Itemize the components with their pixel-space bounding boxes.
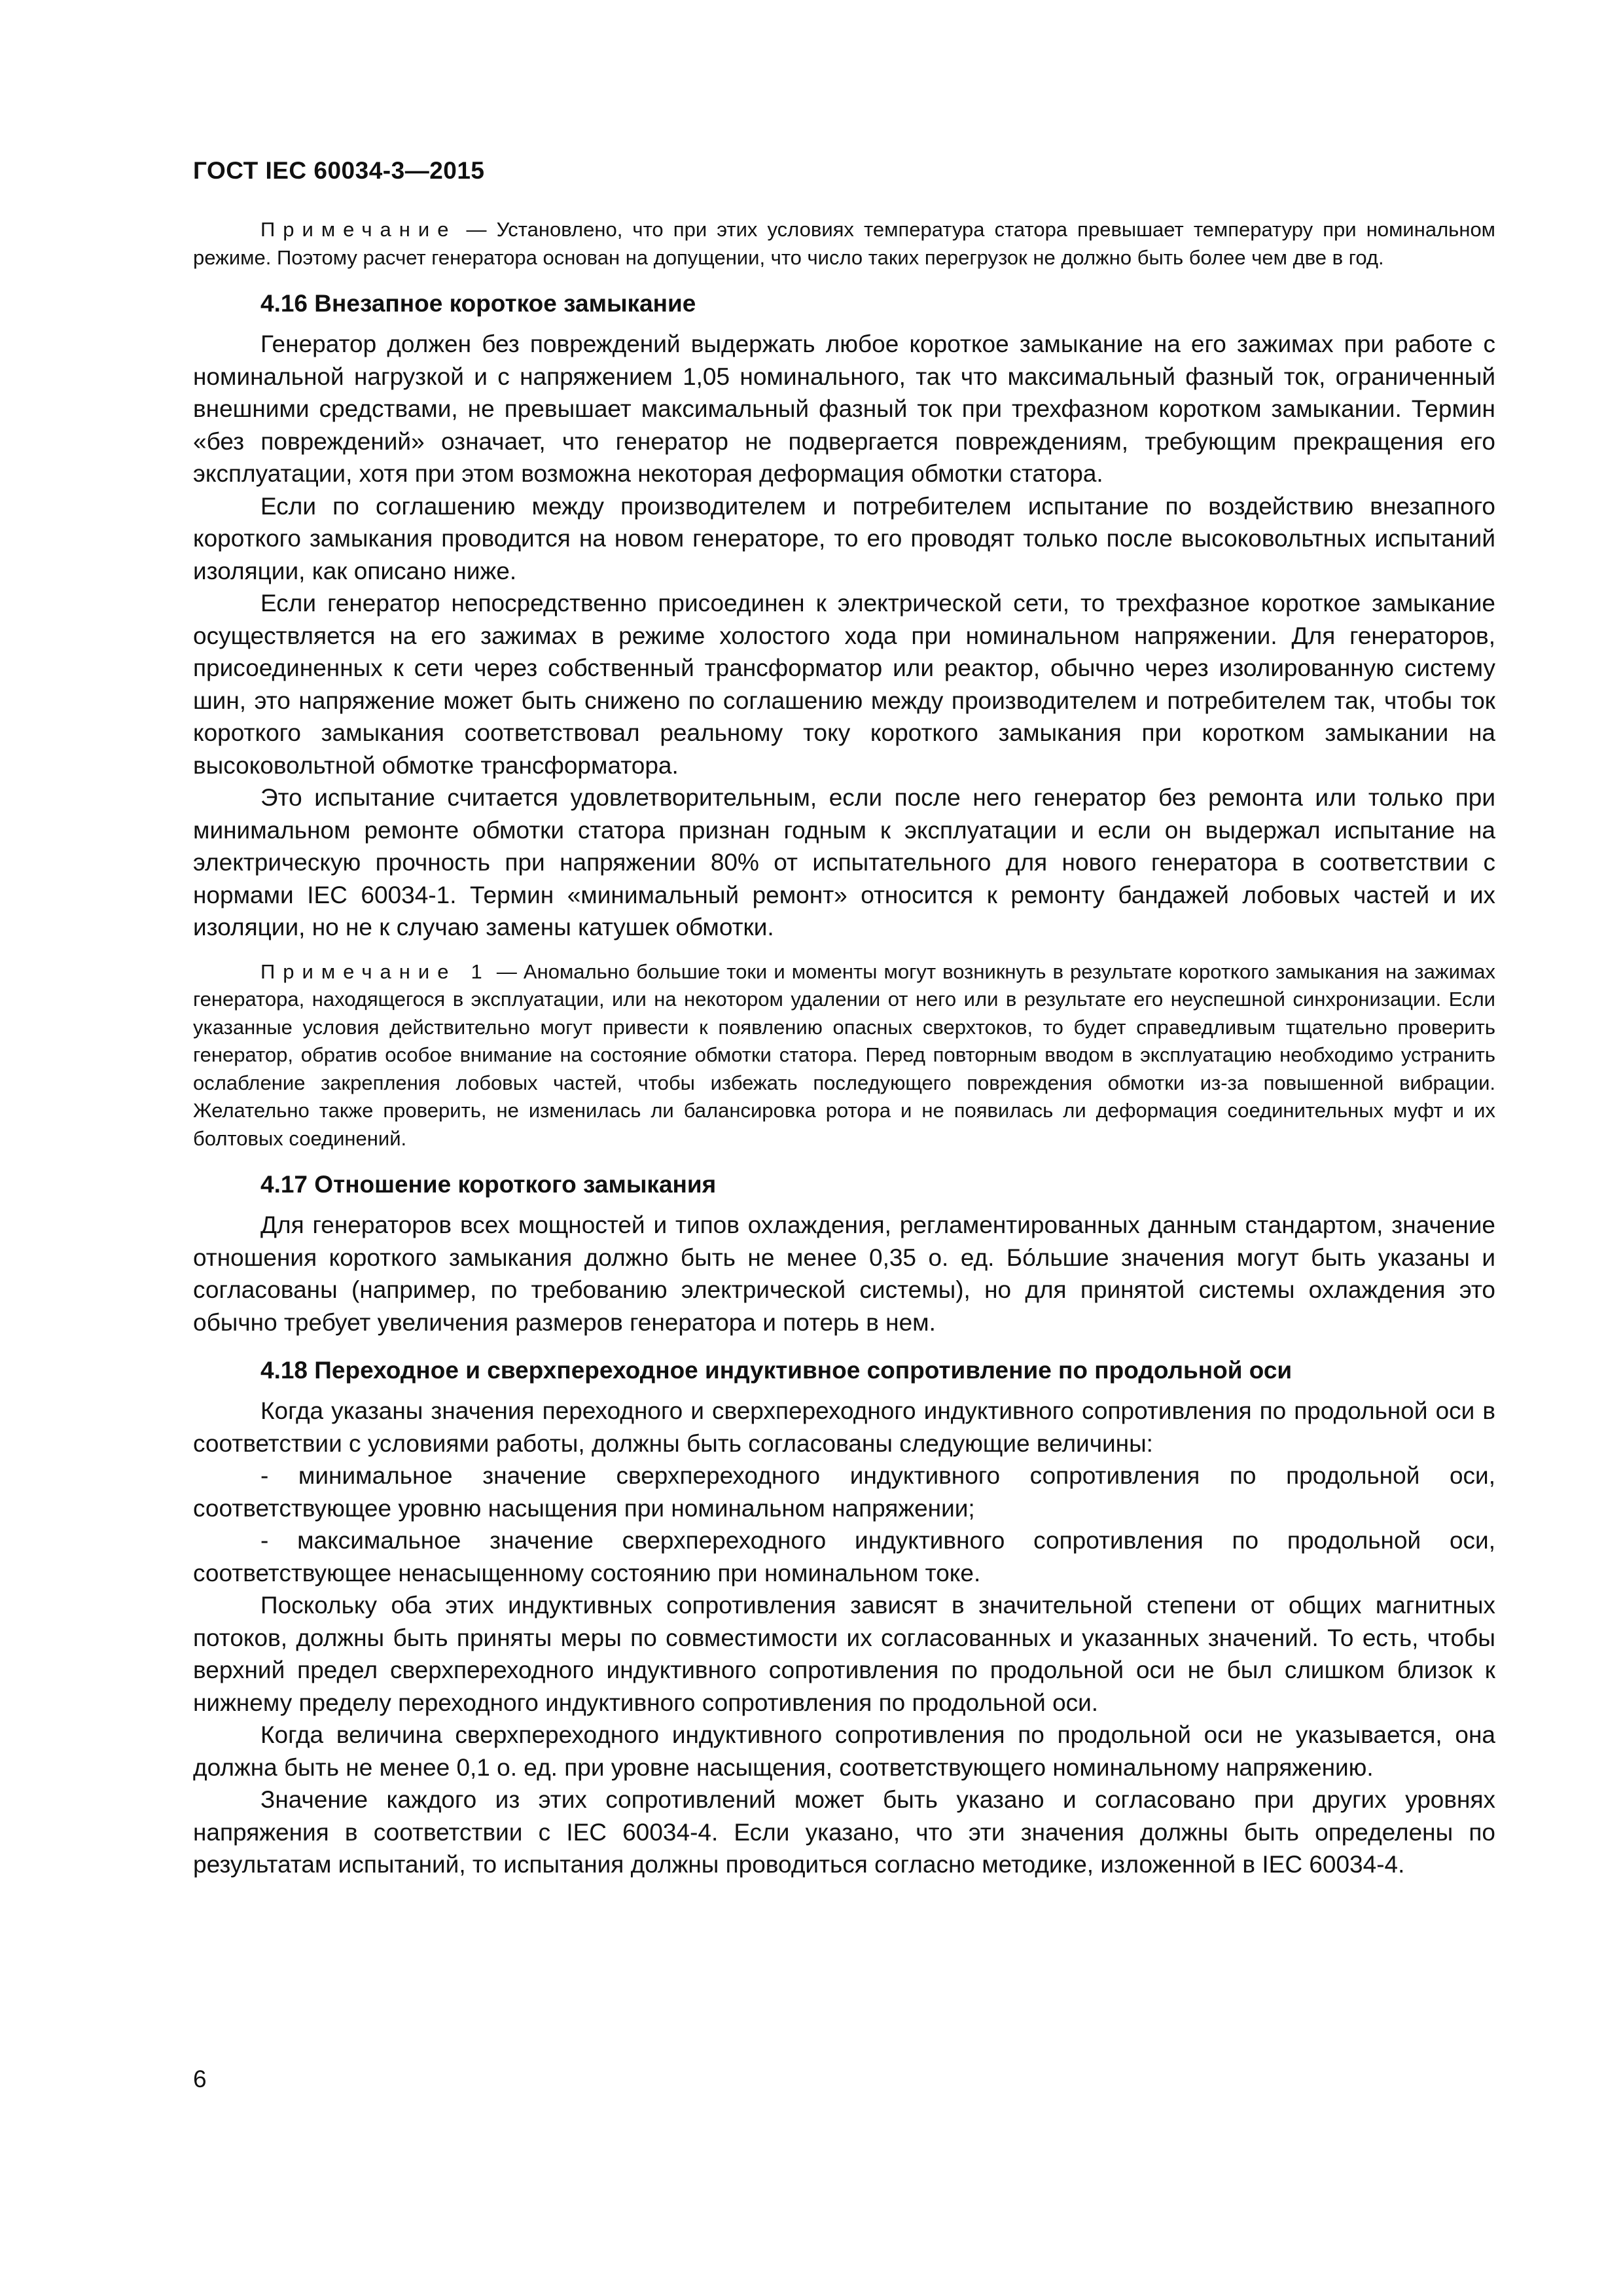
note-text: — Аномально большие токи и моменты могут возникнуть в результате короткого замыкания на зажимах генератора, находящегося в эксплуатации, или на некотором удалении от него или в результате его неуспешной синхронизации. Если указанные условия действительно могут привести к появлению опасных сверхтоков, то будет справедливым тщательно проверить генератор, обратив особое внимание на состояние обмотки статора. Перед повторным вводом в эксплуатацию необходимо устранить ослабление закрепления лобовых частей, чтобы избежать последующего повреждения обмотки из-за повышенной вибрации. Желательно также проверить, не изменилась ли балансировка ротора и не появилась ли деформация соединительных муфт и их болтовых соединений. [193, 960, 1495, 1150]
paragraph: Значение каждого из этих сопротивлений может быть указано и согласовано при других уровнях напряжения в соответствии с IEC 60034-4. Если указано, что эти значения должны быть определены по результатам испытаний, то испытания должны проводиться согласно методике, изложенной в IEC 60034-4. [193, 1786, 1495, 1878]
note-1 [193, 958, 1495, 1153]
page-number: 6 [193, 2066, 207, 2092]
section-heading-4-18: 4.18 Переходное и сверхпереходное индуктивное сопротивление по продольной оси [260, 1357, 1293, 1384]
paragraph: Для генераторов всех мощностей и типов охлаждения, регламентированных данным стандартом, значение отношения короткого замыкания должно быть не менее 0,35 о. ед. Бо́льшие значения могут быть указаны и согласованы (например, по требованию электрической системы), но для принятой системы охлаждения это обычно требует увеличения размеров генератора и потерь в нем. [193, 1211, 1495, 1336]
page-content [193, 157, 1495, 1881]
note-label: Примечание 1 [260, 960, 490, 983]
section-heading-4-17: 4.17 Отношение короткого замыкания [260, 1171, 717, 1198]
note-text: — Установлено, что при этих условиях температура статора превышает температуру при номинальном режиме. Поэтому расчет генератора основан на допущении, что число таких перегрузок не должно быть более чем две в год. [193, 218, 1495, 269]
section-heading-4-16: 4.16 Внезапное короткое замыкание [260, 290, 696, 317]
paragraph: Если по соглашению между производителем и потребителем испытание по воздействию внезапного короткого замыкания проводится на новом генераторе, то его проводят только после высоковольтных испытаний изоляции, как описано ниже. [193, 492, 1495, 584]
paragraph: Когда величина сверхпереходного индуктивного сопротивления по продольной оси не указывается, она должна быть не менее 0,1 о. ед. при уровне насыщения, соответствующего номинальному напряжению. [193, 1721, 1495, 1781]
intro-note [193, 216, 1495, 272]
paragraph: Генератор должен без повреждений выдержать любое короткое замыкание на его зажимах при работе с номинальной нагрузкой и с напряжением 1,05 номинального, так что максимальный фазный ток, ограниченный внешними средствами, не превышает максимальный фазный ток при трехфазном коротком замыкании. Термин «без повреждений» означает, что генератор не подвергается повреждениям, требующим прекращения его эксплуатации, хотя при этом возможна некоторая деформация обмотки статора. [193, 331, 1495, 487]
list-item: - максимальное значение сверхпереходного индуктивного сопротивления по продольной оси, соответствующее ненасыщенному состоянию при номинальном токе. [193, 1527, 1495, 1587]
note-label: Примечание [260, 218, 457, 241]
paragraph: Поскольку оба этих индуктивных сопротивления зависят в значительной степени от общих магнитных потоков, должны быть приняты меры по совместимости их согласованных и указанных значений. То есть, чтобы верхний предел сверхпереходного индуктивного сопротивления по продольной оси не был слишком близок к нижнему пределу переходного индуктивного сопротивления по продольной оси. [193, 1592, 1495, 1716]
list-item: - минимальное значение сверхпереходного индуктивного сопротивления по продольной оси, соответствующее уровню насыщения при номинальном напряжении; [193, 1462, 1495, 1522]
document-header: ГОСТ IEC 60034-3—2015 [193, 157, 485, 184]
paragraph: Когда указаны значения переходного и сверхпереходного индуктивного сопротивления по продольной оси в соответствии с условиями работы, должны быть согласованы следующие величины: [193, 1397, 1495, 1457]
paragraph: Если генератор непосредственно присоединен к электрической сети, то трехфазное короткое замыкание осуществляется на его зажимах в режиме холостого хода при номинальном напряжении. Для генераторов, присоединенных к сети через собственный трансформатор или реактор, обычно через изолированную систему шин, это напряжение может быть снижено по соглашению между производителем и потребителем так, чтобы ток короткого замыкания соответствовал реальному току короткого замыкания при коротком замыкании на высоковольтной обмотке трансформатора. [193, 590, 1495, 779]
paragraph: Это испытание считается удовлетворительным, если после него генератор без ремонта или только при минимальном ремонте обмотки статора признан годным к эксплуатации и если он выдержал испытание на электрическую прочность при напряжении 80% от испытательного для нового генератора в соответствии с нормами IEC 60034-1. Термин «минимальный ремонт» относится к ремонту бандажей лобовых частей и их изоляции, но не к случаю замены катушек обмотки. [193, 784, 1495, 941]
spacer [193, 944, 1495, 958]
